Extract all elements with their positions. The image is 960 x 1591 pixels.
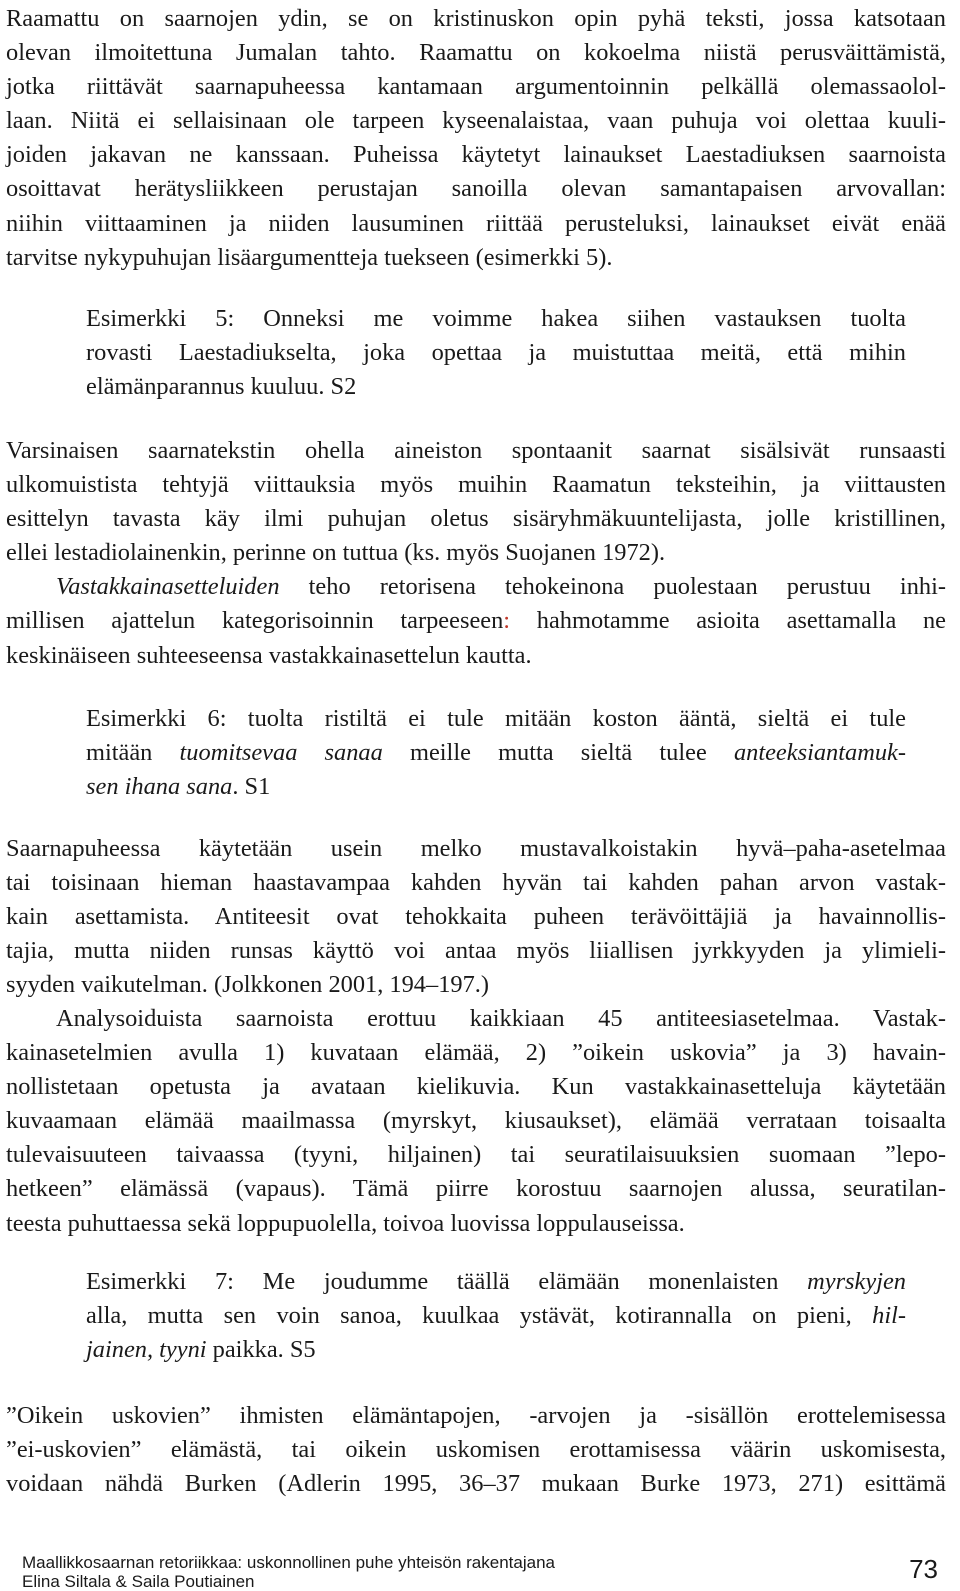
text-line: kainasetelmien avulla 1) kuvataan elämää, 2) ”oikein uskovia” ja 3) havain-	[6, 1039, 946, 1067]
text-line: tajia, mutta niiden runsas käyttö voi antaa myös liiallisen jyrkkyyden ja ylimieli-	[6, 937, 946, 965]
example-line: rovasti Laestadiukselta, joka opettaa ja muistuttaa meitä, että mihin	[86, 339, 906, 367]
text-line: ”Oikein uskovien” ihmisten elämäntapojen, -arvojen ja -sisällön erottelemisessa	[6, 1402, 946, 1429]
colon-mark: :	[503, 607, 511, 635]
example-line	[86, 770, 906, 804]
example-line: Esimerkki 6: tuolta ristiltä ei tule mitään koston ääntä, sieltä ei tule	[86, 705, 906, 732]
text-line: jotka riittävät saarnapuheessa kantamaan argumentoinnin pelkällä olemassaolol-	[6, 73, 946, 101]
example-line: elämänparannus kuuluu. S2	[86, 373, 357, 401]
example-line	[86, 1299, 906, 1333]
text-run: . S1	[232, 773, 271, 801]
example-6	[86, 702, 906, 805]
text-line: hetkeen” elämässä (vapaus). Tämä piirre korostuu saarnojen alussa, seuratilan-	[6, 1175, 946, 1203]
text-line: tai toisinaan hieman haastavampaa kahden hyvän tai kahden pahan arvon vastak-	[6, 869, 946, 897]
italic-run: sen ihana sana	[86, 773, 233, 801]
text-line: olevan ilmoitettuna Jumalan tahto. Raamattu on kokoelma niistä perusväittämistä,	[6, 39, 946, 67]
text-run: mitään	[86, 739, 180, 767]
paragraph-varsinaisen	[6, 434, 946, 673]
text-line: esittelyn tavasta käy ilmi puhujan oletus sisäryhmäkuuntelijasta, jolle kristillinen,	[6, 505, 946, 533]
text-line: Analysoiduista saarnoista erottuu kaikkiaan 45 antiteesiasetelmaa. Vastak-	[56, 1005, 946, 1032]
example-line	[86, 1333, 906, 1367]
book-title: Maallikkosaarnan retoriikkaa: uskonnollinen puhe yhteisön rakentajana	[22, 1553, 555, 1572]
text-line: Varsinaisen saarnatekstin ohella aineiston spontaanit saarnat sisälsivät runsaasti	[6, 437, 946, 464]
italic-run: myrskyjen	[807, 1268, 906, 1295]
text-run: paikka. S5	[206, 1336, 316, 1364]
text-run: hahmotamme asioita asettamalla ne	[510, 607, 946, 635]
text-run: teho retorisena tehokeinona puolestaan perustuu inhi-	[279, 573, 946, 601]
paragraph-raamattu	[6, 2, 946, 275]
text-line: ulkomuistista tehtyjä viittauksia myös muihin Raamatun teksteihin, ja viittausten	[6, 471, 946, 499]
text-line: Saarnapuheessa käytetään usein melko mustavalkoistakin hyvä–paha-asetelmaa	[6, 835, 946, 862]
italic-run: hil-	[872, 1302, 906, 1330]
text-line: osoittavat herätysliikkeen perustajan sanoilla olevan samantapaisen arvovallan:	[6, 175, 946, 203]
text-run: meille mutta sieltä tulee	[382, 739, 734, 767]
text-line: ellei lestadiolainenkin, perinne on tuttua (ks. myös Suojanen 1972).	[6, 539, 666, 567]
example-line: Esimerkki 5: Onneksi me voimme hakea siihen vastauksen tuolta	[86, 305, 906, 332]
italic-run: tuomitsevaa sanaa	[179, 739, 383, 767]
paragraph-analysoiduista	[6, 1002, 946, 1241]
text-line: joiden jakavan ne kanssaan. Puheissa käytetyt lainaukset Laestadiuksen saarnoista	[6, 141, 946, 169]
text-line: kain asettamista. Antiteesit ovat tehokkaita puheen terävöittäjiä ja havainnollis-	[6, 903, 946, 931]
text-line: niihin viittaaminen ja niiden lausuminen riittää perusteluksi, lainaukset eivät enää	[6, 209, 946, 237]
text-line: syyden vaikutelman. (Jolkkonen 2001, 194–197.)	[6, 971, 490, 999]
text-line: voidaan nähdä Burken (Adlerin 1995, 36–37 mukaan Burke 1973, 271) esittämä	[6, 1470, 946, 1498]
text-line: tulevaisuuteen taivaassa (tyyni, hiljainen) tai seuratilaisuuksien suomaan ”lepo-	[6, 1141, 946, 1169]
book-authors: Elina Siltala & Saila Poutiainen	[22, 1572, 255, 1591]
text-run: millisen ajattelun kategorisoinnin tarpeeseen	[6, 607, 504, 635]
italic-run: anteeksiantamuk-	[733, 739, 906, 767]
example-7	[86, 1265, 906, 1368]
text-line	[6, 604, 946, 638]
text-line: ”ei-uskovien” elämästä, tai oikein uskomisen erottamisessa väärin uskomisesta,	[6, 1436, 946, 1464]
example-line	[86, 1265, 906, 1299]
page-footer	[22, 1553, 555, 1591]
text-run: Esimerkki 7: Me joudumme täällä elämään monenlaisten	[86, 1268, 808, 1295]
example-5	[86, 302, 906, 405]
text-line	[6, 570, 946, 604]
paragraph-saarnapuheessa	[6, 832, 946, 1002]
text-line: nollistetaan opetusta ja avataan kielikuvia. Kun vastakkainasetteluja käytetään	[6, 1073, 946, 1101]
paragraph-oikein-uskovien	[6, 1399, 946, 1501]
example-line	[86, 736, 906, 770]
text-line: tarvitse nykypuhujan lisäargumentteja tuekseen (esimerkki 5).	[6, 243, 613, 271]
text-line: keskinäiseen suhteeseensa vastakkainasettelun kautta.	[6, 641, 532, 669]
text-line: kuvaamaan elämää maailmassa (myrskyt, kiusaukset), elämää verrataan toisaalta	[6, 1107, 946, 1135]
term-vastakkainasetteluiden: Vastakkainasetteluiden	[56, 573, 280, 601]
text-line: Raamattu on saarnojen ydin, se on kristinuskon opin pyhä teksti, jossa katsotaan	[6, 5, 946, 32]
text-line: teesta puhuttaessa sekä loppupuolella, toivoa luovissa loppulauseissa.	[6, 1209, 685, 1237]
text-line: laan. Niitä ei sellaisinaan ole tarpeen kyseenalaistaa, vaan puhuja voi olettaa kuuli-	[6, 107, 946, 135]
page-number: 73	[909, 1554, 938, 1584]
italic-run: jainen, tyyni	[86, 1336, 207, 1364]
text-run: alla, mutta sen voin sanoa, kuulkaa ystävät, kotirannalla on pieni,	[86, 1302, 873, 1330]
